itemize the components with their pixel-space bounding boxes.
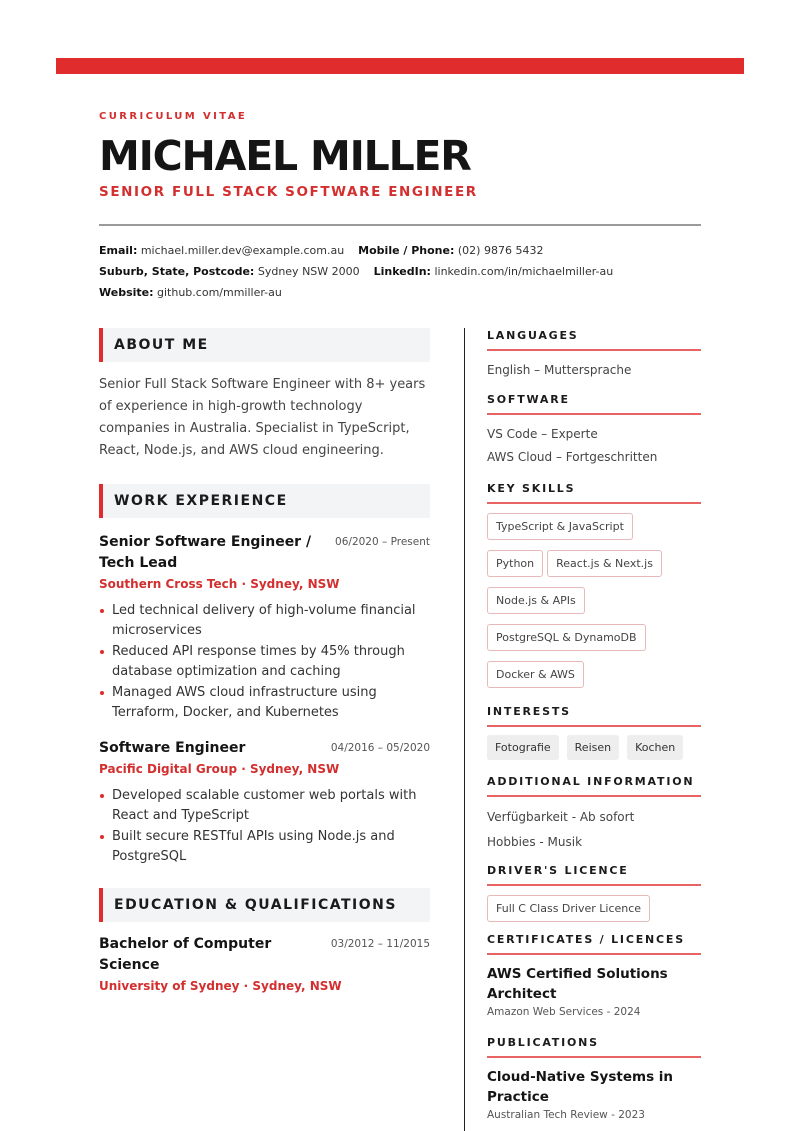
about-text: Senior Full Stack Software Engineer with 8+ years of experience in high-growth technology companies in Australia. Specialist in TypeScript, React, Node.js, and AWS cloud engineering. (99, 377, 426, 458)
job-bullet: Reduced API response times by 45% through database optimization and caching (99, 642, 430, 681)
job-company: Southern Cross Tech · Sydney, NSW (99, 577, 340, 591)
education-heading: EDUCATION & QUALIFICATIONS (99, 888, 430, 922)
skill-tag: Node.js & APIs (487, 587, 585, 614)
publication-title: Cloud-Native Systems in Practice (487, 1069, 674, 1105)
cv-label: CURRICULUM VITAE (99, 111, 248, 122)
additional-heading: ADDITIONAL INFORMATION (487, 774, 701, 797)
software-item: VS Code – Experte (487, 427, 598, 441)
job-title: Senior Software Engineer / Tech Lead (99, 534, 312, 571)
candidate-name: MICHAEL MILLER (99, 132, 471, 180)
website-contact: Website: github.com/mmiller-au (99, 286, 282, 299)
job-entry (99, 532, 430, 722)
degree-title: Bachelor of Computer Science (99, 936, 272, 973)
job-entry (99, 738, 430, 866)
skills-list (487, 661, 701, 698)
job-dates: 06/2020 – Present (335, 536, 430, 548)
software-item: AWS Cloud – Fortgeschritten (487, 450, 658, 464)
main-column (99, 328, 430, 995)
additional-item: Verfügbarkeit - Ab sofort (487, 810, 635, 824)
interest-chip: Fotografie (487, 735, 559, 760)
language-item: English – Muttersprache (487, 363, 632, 377)
column-divider (464, 328, 465, 1131)
job-bullet: Led technical delivery of high-volume financial microservices (99, 601, 430, 640)
phone-value: (02) 9876 5432 (457, 244, 544, 257)
skill-tag: React.js & Next.js (547, 550, 662, 577)
education-dates: 03/2012 – 11/2015 (330, 938, 430, 950)
contact-block (99, 240, 627, 303)
publications-heading: PUBLICATIONS (487, 1035, 701, 1058)
sidebar-column (487, 328, 701, 1124)
interest-chip: Kochen (627, 735, 683, 760)
skills-heading: KEY SKILLS (487, 481, 701, 504)
languages-heading: LANGUAGES (487, 328, 701, 351)
skills-list (487, 624, 701, 661)
linkedin-link[interactable]: linkedin.com/in/michaelmiller-au (434, 265, 614, 278)
about-heading: ABOUT ME (99, 328, 430, 362)
licence-heading: DRIVER'S LICENCE (487, 863, 701, 886)
interests-list (487, 735, 701, 760)
skills-list (487, 550, 701, 587)
certificates-heading: CERTIFICATES / LICENCES (487, 932, 701, 955)
interests-heading: INTERESTS (487, 704, 701, 727)
additional-item: Hobbies - Musik (487, 835, 583, 849)
certificate-title: AWS Certified Solutions Architect (487, 966, 668, 1002)
linkedin-contact: LinkedIn: linkedin.com/in/michaelmiller-au (373, 265, 614, 278)
email-link[interactable]: michael.miller.dev@example.com.au (140, 244, 345, 257)
interest-chip: Reisen (567, 735, 619, 760)
education-entry (99, 934, 430, 995)
phone-contact: Mobile / Phone: (02) 9876 5432 (358, 244, 544, 257)
job-bullet: Managed AWS cloud infrastructure using Terraform, Docker, and Kubernetes (99, 683, 430, 722)
licence-tag: Full C Class Driver Licence (487, 895, 650, 922)
job-company: Pacific Digital Group · Sydney, NSW (99, 762, 340, 776)
work-heading: WORK EXPERIENCE (99, 484, 430, 518)
skill-tag: Python (487, 550, 543, 577)
location-value: Sydney NSW 2000 (257, 265, 360, 278)
website-link[interactable]: github.com/mmiller-au (157, 286, 282, 299)
candidate-role: SENIOR FULL STACK SOFTWARE ENGINEER (99, 184, 478, 200)
publication-source: Australian Tech Review - 2023 (487, 1109, 645, 1121)
school-name: University of Sydney · Sydney, NSW (99, 979, 342, 993)
skill-tag: TypeScript & JavaScript (487, 513, 633, 540)
job-bullets (99, 786, 430, 866)
top-accent-bar (56, 58, 744, 74)
email-contact: Email: michael.miller.dev@example.com.au (99, 244, 345, 257)
skill-tag: PostgreSQL & DynamoDB (487, 624, 646, 651)
resume-header (99, 110, 701, 201)
header-divider (99, 224, 701, 226)
job-dates: 04/2016 – 05/2020 (330, 742, 430, 754)
certificate-issuer: Amazon Web Services - 2024 (487, 1006, 641, 1018)
skill-tag: Docker & AWS (487, 661, 584, 688)
skills-list (487, 513, 701, 550)
job-bullets (99, 601, 430, 722)
job-bullet: Built secure RESTful APIs using Node.js and PostgreSQL (99, 827, 430, 866)
location-contact: Suburb, State, Postcode: Sydney NSW 2000 (99, 265, 360, 278)
skills-list (487, 587, 701, 624)
job-title: Software Engineer (99, 740, 246, 756)
software-heading: SOFTWARE (487, 392, 701, 415)
job-bullet: Developed scalable customer web portals with React and TypeScript (99, 786, 430, 825)
